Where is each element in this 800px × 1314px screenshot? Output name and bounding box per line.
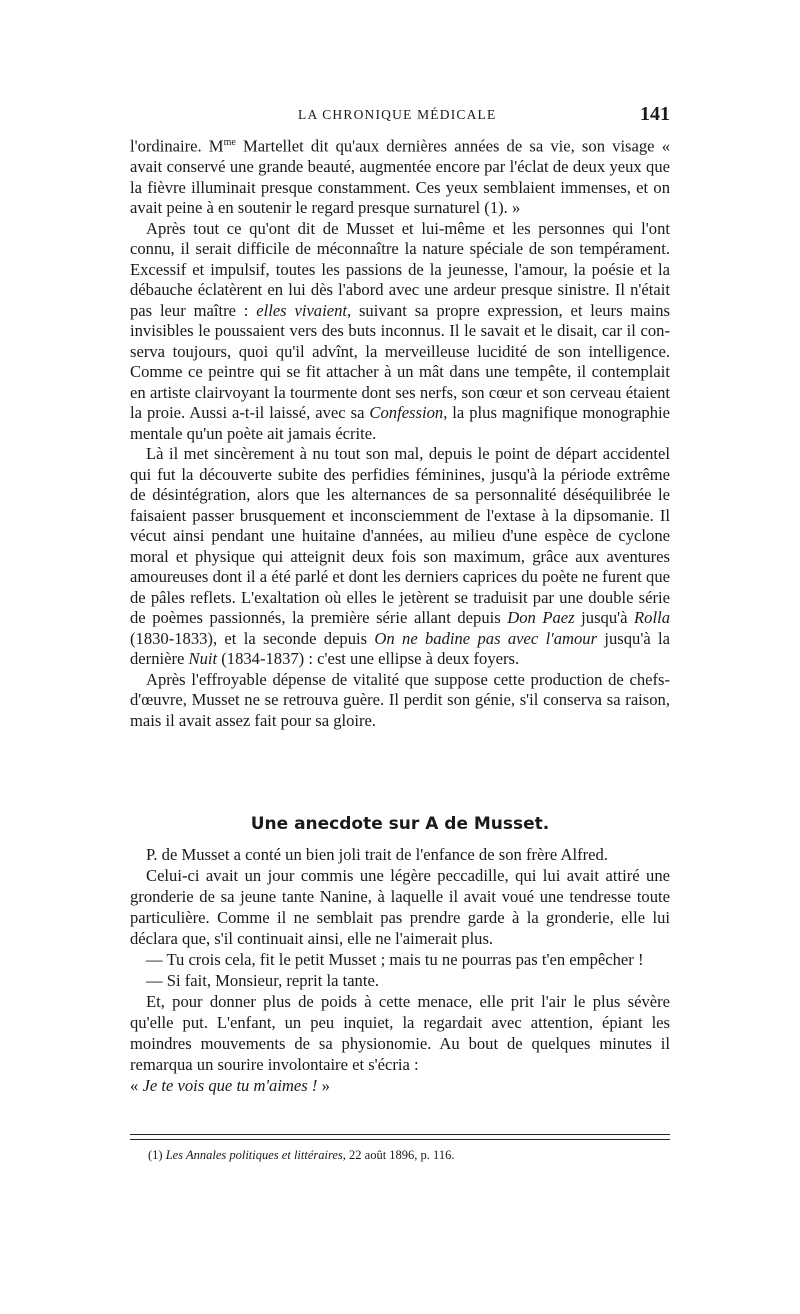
footnote-divider bbox=[130, 1134, 670, 1135]
main-text bbox=[130, 133, 670, 731]
superscript-me: me bbox=[223, 137, 236, 148]
running-title: LA CHRONIQUE MÉDICALE bbox=[298, 107, 497, 122]
running-header bbox=[130, 103, 670, 131]
anecdote-dialogue: — Tu crois cela, fit le petit Musset ; mais tu ne pourras pas t'en empêcher ! bbox=[146, 950, 644, 969]
anecdote-dialogue: — Si fait, Monsieur, reprit la tante. bbox=[146, 971, 379, 990]
paragraph-4: Après l'effroyable dépense de vitalité que suppose cette production de chefs-d'œuvre, Musset ne se retrouva guère. Il perdit son génie, s'il conserva sa raison, mais il avait assez fait pour sa gloire. bbox=[130, 669, 670, 730]
anecdote-quote: « Je te vois que tu m'aimes ! » bbox=[130, 1076, 330, 1095]
footnote-divider bbox=[130, 1139, 670, 1140]
page-number: 141 bbox=[640, 103, 670, 125]
anecdote-text bbox=[130, 844, 670, 1096]
paragraph-1: l'ordinaire. $M^{me}$ Martellet dit qu'aux dernières années de sa vie, son visage « avait conservé une grande beauté, augmentée encore par l'éclat de deux yeux que la fièvre illuminait presque constamment. Ces yeux semblaient immenses, et on avait peine à en soutenir le regard presque surnaturel (1). » bbox=[130, 136, 670, 218]
footnote: (1) Les Annales politiques et littéraires, 22 août 1896, p. 116. bbox=[148, 1148, 455, 1162]
anecdote-paragraph: Celui-ci avait un jour commis une légère peccadille, qui lui avait attiré une gronderie de sa jeune tante Nanine, à laquelle il avait voué une tendresse toute particulière. Comme il ne semblait pas prendre garde à la gronderie, elle lui déclara que, s'il continuait ainsi, elle ne l'aimerait plus. bbox=[130, 866, 670, 948]
anecdote-paragraph: Et, pour donner plus de poids à cette menace, elle prit l'air le plus sévère qu'elle put. L'enfant, un peu inquiet, la regardait avec attention, épiant les moindres mouvements de sa physionomie. Au bout de quelques minutes il remarqua un sourire involontaire et s'écria : bbox=[130, 992, 670, 1074]
paragraph-2: Après tout ce qu'ont dit de Musset et lui-même et les personnes qui l'ont connu, il serait difficile de méconnaître la nature spéciale de son tempérament. Excessif et impulsif, toutes les passions de la jeunesse, l'amour, la poésie et la débauche éclatèrent en lui dès l'abord avec une ardeur presque sinistre. Il n'était pas leur maître : elles vivaient, suivant sa propre expression, et leurs mains invisibles le poussaient vers des buts inconnus. Il le savait et le disait, car il conserva toujours, quoi qu'il advînt, la merveilleuse lucidité de son intelligence. Comme ce peintre qui se fit attacher à un mât dans une tempête, il contemplait en artiste clairvoyant la tourmente dont ses nerfs, son cœur et son cerveau étaient la proie. Aussi a-t-il laissé, avec sa Confession, la plus magnifique monographie mentale qu'un poète ait jamais écrite. bbox=[130, 218, 670, 443]
section-title: Une anecdote sur A de Musset. bbox=[250, 814, 550, 834]
paragraph-3: Là il met sincèrement à nu tout son mal, depuis le point de départ accidentel qui fut la découverte subite des perfidies féminines, jusqu'à la période extrême de désintégration, alors que les alternances de sa personnalité déséquilibrée le faisaient passer brusquement et inconsciemment de l'extase à la dipsomanie. Il vécut ainsi pendant une huitaine d'années, au milieu d'une espèce de cyclone moral et physique qui atteignit deux fois son maximum, grâce aux aventures amoureuses dont il a été parlé et dont les derniers caprices du poète ne furent que de pâles reflets. L'exaltation où elles le jetèrent se traduisit par une double série de poèmes passionnés, la première série allant depuis Don Paez jusqu'à Rolla (1830-1833), et la seconde depuis On ne badine pas avec l'amour jusqu'à la dernière Nuit (1834-1837) : c'est une ellipse à deux foyers. bbox=[130, 444, 670, 669]
anecdote-paragraph: P. de Musset a conté un bien joli trait de l'enfance de son frère Alfred. bbox=[146, 845, 608, 864]
